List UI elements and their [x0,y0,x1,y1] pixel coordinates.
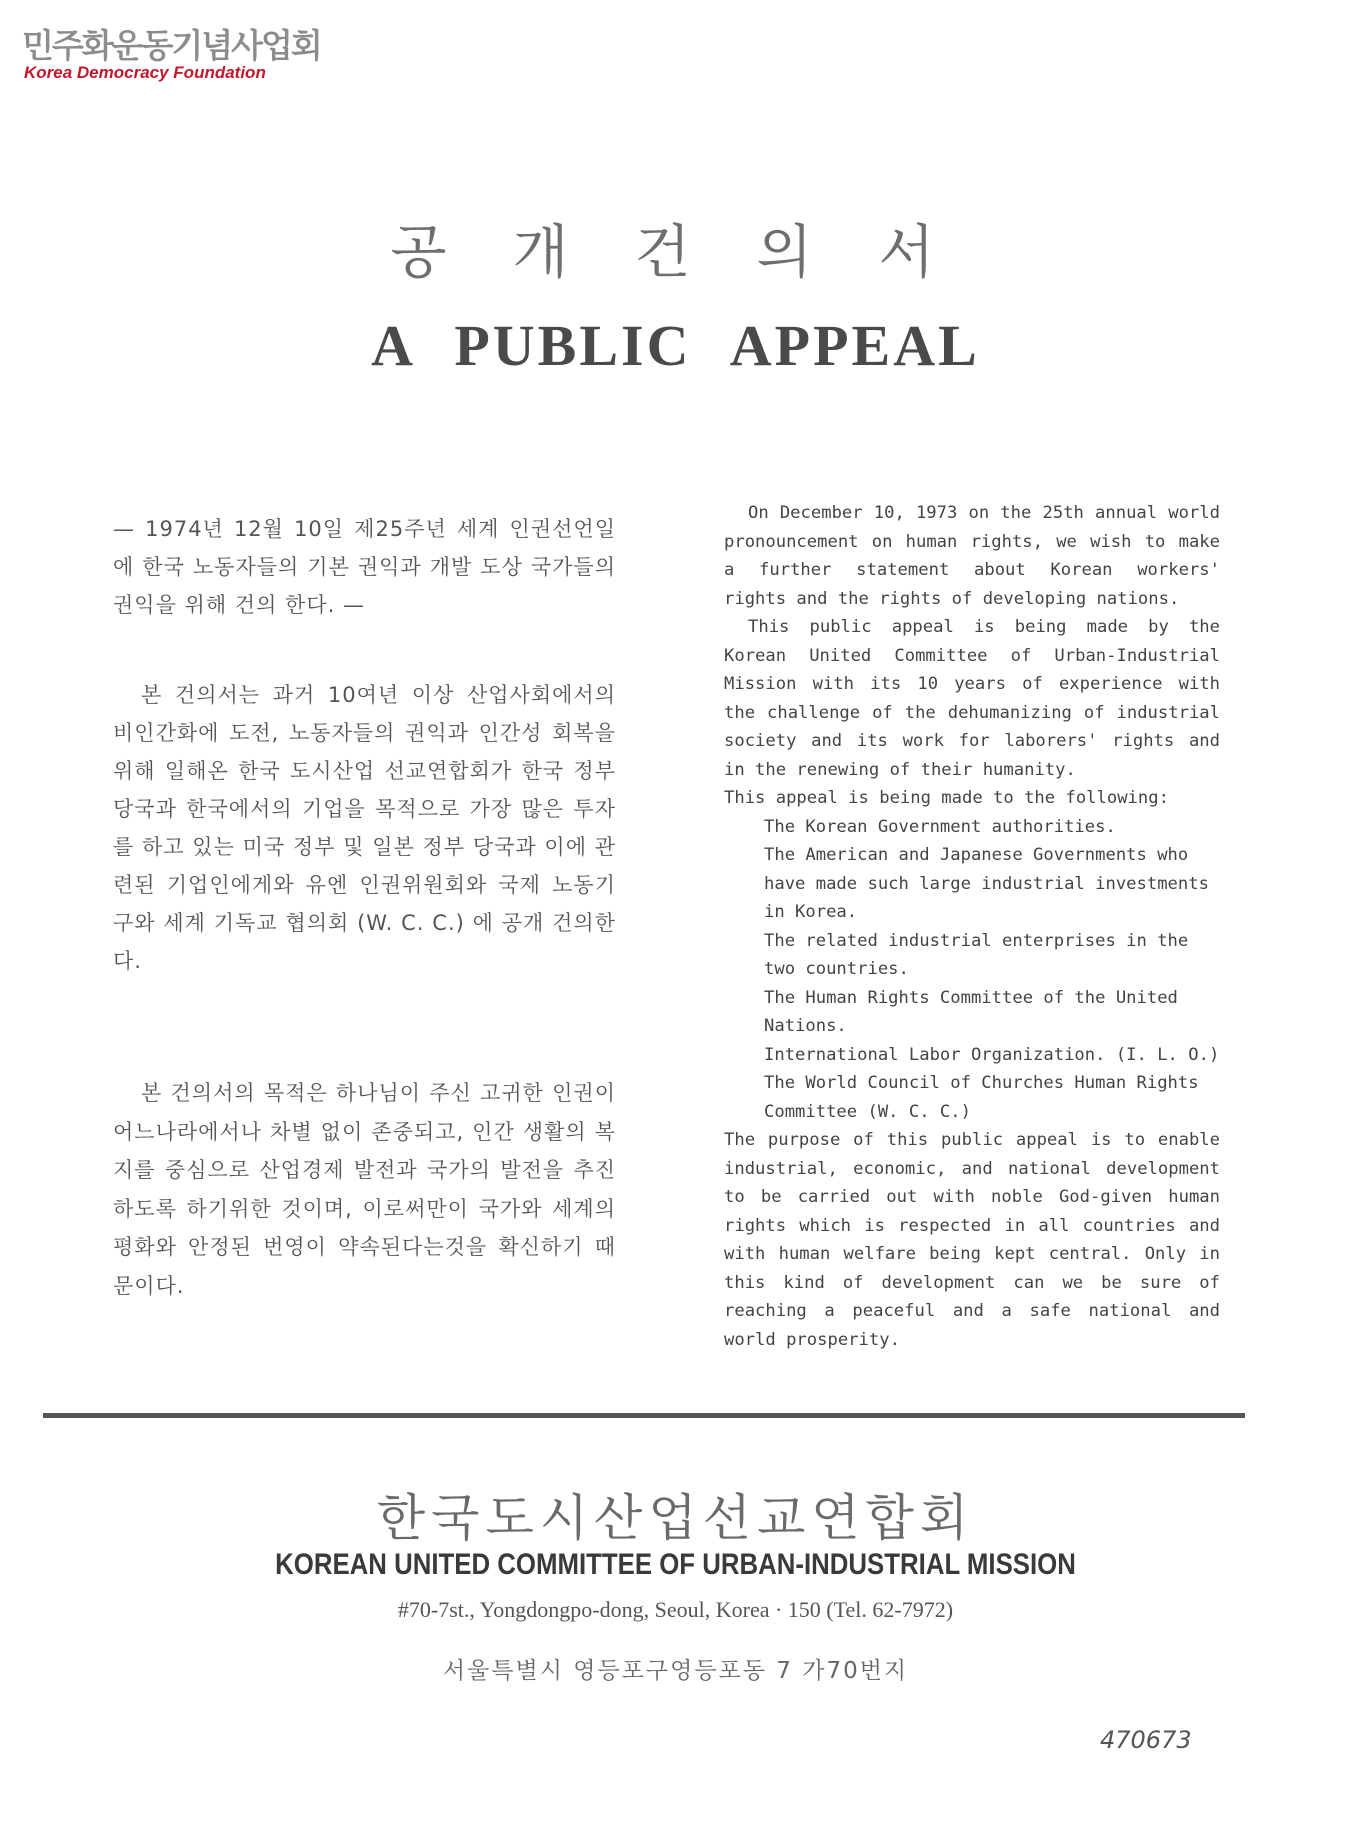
list-item: The Korean Government authorities. [764,816,1116,837]
korean-intro: — 1974년 12월 10일 제25주년 세계 인권선언일에 한국 노동자들의 기본 권익과 개발 도상 국가들의 권익을 위해 건의 한다. — [113,517,616,617]
document-number: 470673 [1100,1726,1192,1754]
list-item: The related industrial enterprises in the two countries. [764,930,1189,979]
list-item: International Labor Organization. (I. L. O.) [764,1044,1220,1065]
org-address-korean: 서울특별시 영등포구영등포동 7 가70번지 [442,1658,909,1684]
english-paragraph-1: On December 10, 1973 on the 25th annual world pronouncement on human rights, we wish to make a further statement about Korean workers' rights and the rights of developing nations. [724,503,1220,609]
english-paragraph-2: This public appeal is being made by the Korean United Committee of Urban-Industrial Mission with its 10 years of experience with the challenge of the dehumanizing of industrial society and its work for laborers' rights and in the renewing of their humanity. [724,617,1220,780]
recipient-list [724,813,1220,1127]
org-name-korean: 한국도시산업선교연합회 [376,1489,975,1547]
english-paragraph-3: This appeal is being made to the following: [724,788,1169,808]
korean-paragraph-2: 본 건의서의 목적은 하나님이 주신 고귀한 인권이 어느나라에서나 차별 없이 존중되고, 인간 생활의 복지를 중심으로 산업경제 발전과 국가의 발전을 추진하도록 하기위한 것이며, 이로써만이 국가와 세계의 평화와 안정된 번영이 약속된다는것을 확신하기 때문이다. [113,1081,616,1298]
list-item: The World Council of Churches Human Rights Committee (W. C. C.) [764,1073,1199,1122]
org-name-english: KOREAN UNITED COMMITTEE OF URBAN-INDUSTRIAL MISSION [275,1548,1076,1581]
org-address-english: #70-7st., Yongdongpo-dong, Seoul, Korea · 150 (Tel. 62-7972) [397,1597,954,1622]
watermark-logo-korean: 민주화운동기념사업회 [22,26,321,65]
korean-paragraph-1: 본 건의서는 과거 10여년 이상 산업사회에서의 비인간화에 도전, 노동자들의 권익과 인간성 회복을 위해 일해온 한국 도시산업 선교연합회가 한국 정부 당국과 한국에서의 기업을 목적으로 가장 많은 투자를 하고 있는 미국 정부 및 일본 정부 당국과 이에 관련된 기업인에게와 유엔 인권위원회와 국제 노동기구와 세계 기독교 협의회 (W. C. C.) 에 공개 건의한다. [113,683,616,973]
title-english: A PUBLIC APPEAL [371,313,980,378]
english-column [724,499,1220,1354]
divider [43,1413,1245,1418]
english-paragraph-4: The purpose of this public appeal is to enable industrial, economic, and national development to be carried out with noble God-given human rights which is respected in all countries and with human welfare being kept central. Only in this kind of development can we be sure of reaching a peaceful and a safe national and world prosperity. [724,1130,1220,1350]
watermark-logo-english: Korea Democracy Foundation [24,63,266,82]
title-korean: 공개건의서 [390,218,1001,286]
list-item: The American and Japanese Governments who have made such large industrial investments in Korea. [764,845,1209,922]
list-item: The Human Rights Committee of the United Nations. [764,987,1178,1036]
